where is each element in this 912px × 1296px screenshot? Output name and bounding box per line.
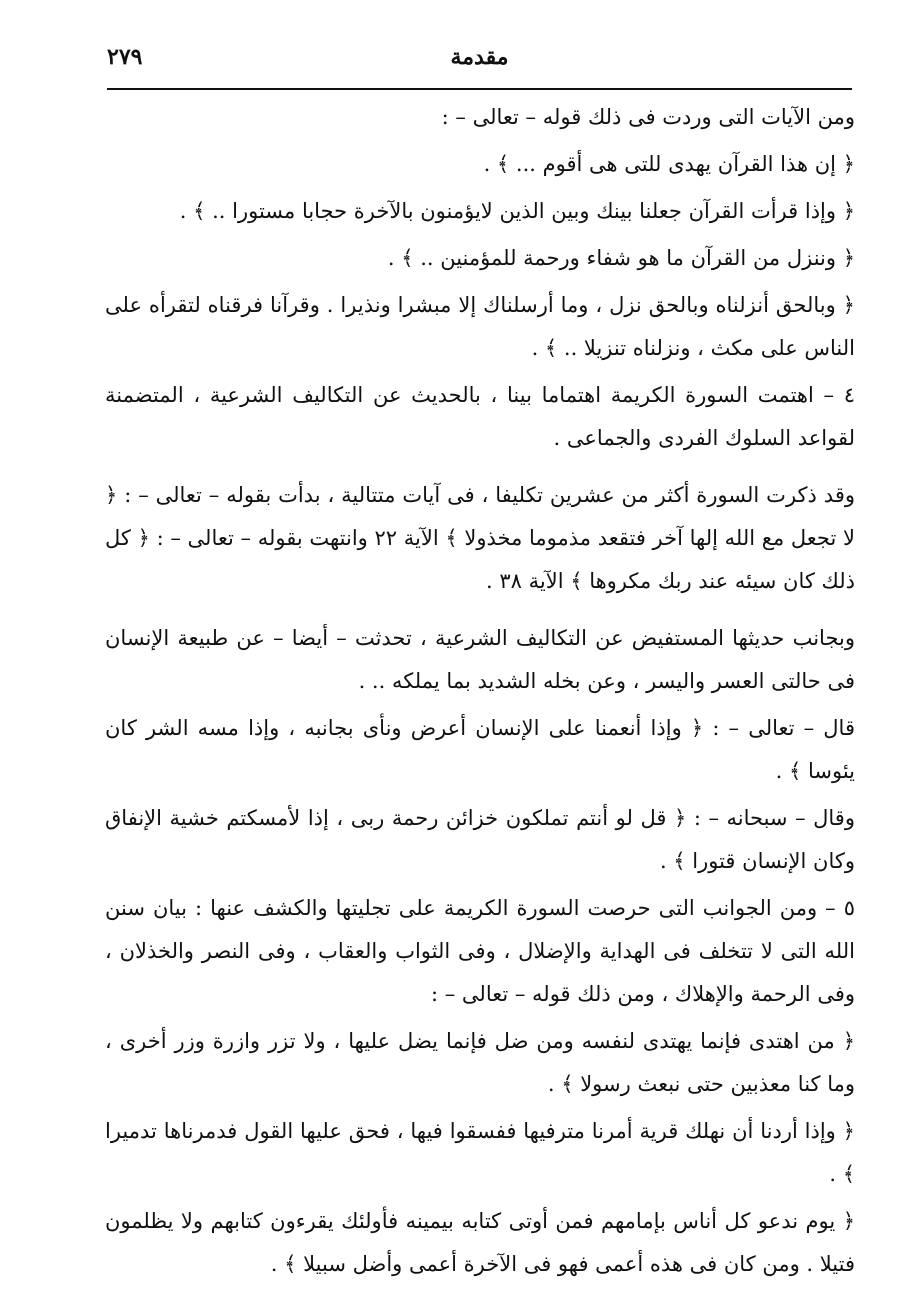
quran-quote: ﴿ إن هذا القرآن يهدى للتى هى أقوم ... ﴾ . xyxy=(483,152,855,176)
quran-quote: ﴿ يوم ندعو كل أناس بإمامهم فمن أوتى كتابه بيمينه فأولئك يقرءون كتابهم ولا يظلمون فتيلا . ومن كان فى هذه أعمى فهو فى الآخرة أعمى وأضل سبيلا ﴾ . xyxy=(105,1209,855,1276)
paragraph-quote-said: قال – تعالى – : ﴿ وإذا أنعمنا على الإنسان أعرض ونأى بجانبه ، وإذا مسه الشر كان يئوسا ﴾ . xyxy=(105,716,855,783)
quran-quote: ﴿ وإذا أردنا أن نهلك قرية أمرنا مترفيها ففسقوا فيها ، فحق عليها القول فدمرناها تدميرا ﴾ . xyxy=(105,1119,855,1186)
quran-quote: ﴿ وبالحق أنزلناه وبالحق نزل ، وما أرسلناك إلا مبشرا ونذيرا . وقرآنا فرقناه لتقرأه على الناس على مكث ، ونزلناه تنزيلا .. ﴾ . xyxy=(105,293,855,360)
paragraph-intro: ومن الآيات التى وردت فى ذلك قوله – تعالى – : xyxy=(441,105,855,129)
page-header xyxy=(107,40,852,84)
paragraph-obligations: وقد ذكرت السورة أكثر من عشرين تكليفا ، فى آيات متتالية ، بدأت بقوله – تعالى – : ﴿ لا تجعل مع الله إلها آخر فتقعد مذموما مخذولا ﴾ الآية ٢٢ وانتهت بقوله – تعالى – : ﴿ كل ذلك كان سيئه عند ربك مكروها ﴾ الآية ٣٨ . xyxy=(105,483,855,593)
quran-quote: ﴿ وإذا قرأت القرآن جعلنا بينك وبين الذين لايؤمنون بالآخرة حجابا مستورا .. ﴾ . xyxy=(179,199,855,223)
numbered-paragraph-4: ٤ – اهتمت السورة الكريمة اهتماما بينا ، بالحديث عن التكاليف الشرعية ، المتضمنة لقواعد السلوك الفردى والجماعى . xyxy=(105,383,855,450)
paragraph-human-nature: وبجانب حديثها المستفيض عن التكاليف الشرعية ، تحدثت – أيضا – عن طبيعة الإنسان فى حالتى العسر واليسر ، وعن بخله الشديد بما يملكه .. . xyxy=(105,626,855,693)
quran-quote: ﴿ وننزل من القرآن ما هو شفاء ورحمة للمؤمنين .. ﴾ . xyxy=(387,246,855,270)
paragraph-quote-said-2: وقال – سبحانه – : ﴿ قل لو أنتم تملكون خزائن رحمة ربى ، إذا لأمسكتم خشية الإنفاق وكان الإنسان قتورا ﴾ . xyxy=(105,806,855,873)
header-rule xyxy=(107,88,852,90)
page-body xyxy=(105,96,855,1290)
quran-quote: ﴿ من اهتدى فإنما يهتدى لنفسه ومن ضل فإنما يضل عليها ، ولا تزر وازرة وزر أخرى ، وما كنا معذبين حتى نبعث رسولا ﴾ . xyxy=(105,1029,855,1096)
numbered-paragraph-5: ٥ – ومن الجوانب التى حرصت السورة الكريمة على تجليتها والكشف عنها : بيان سنن الله التى لا تتخلف فى الهداية والإضلال ، وفى الثواب والعقاب ، وفى النصر والخذلان ، وفى الرحمة والإهلاك ، ومن ذلك قوله – تعالى – : xyxy=(105,896,855,1006)
page-number: ٢٧٩ xyxy=(107,44,143,70)
running-head-title: مقدمة xyxy=(450,44,509,70)
